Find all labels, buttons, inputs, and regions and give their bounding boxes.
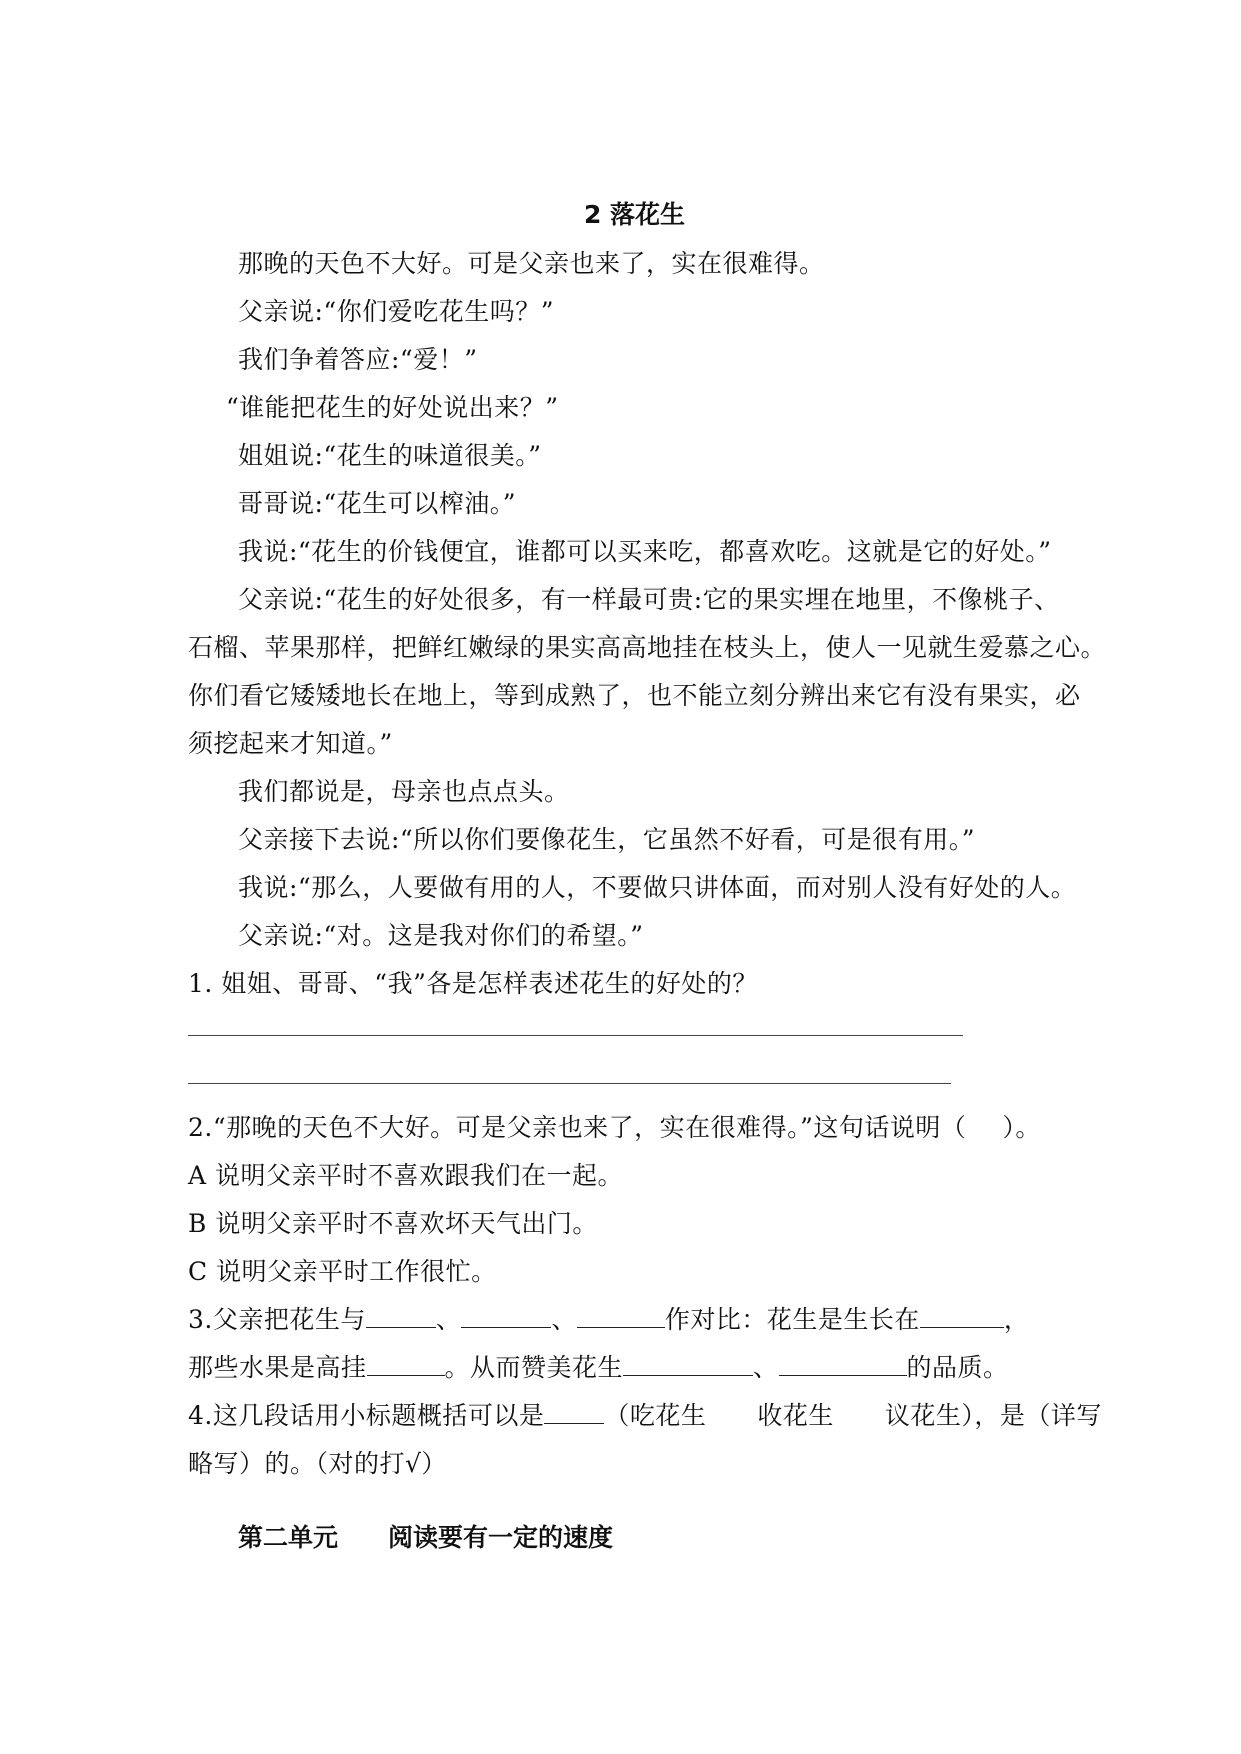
passage-line: 石榴、苹果那样，把鲜红嫩绿的果实高高地挂在枝头上，使人一见就生爱慕之心。 [188, 633, 1107, 662]
question-3-text: 的品质。 [906, 1353, 1009, 1382]
passage-line: 须挖起来才知道。” [188, 729, 393, 758]
option-a: A 说明父亲平时不喜欢跟我们在一起。 [188, 1161, 624, 1190]
passage-line: 父亲说:“对。这是我对你们的希望。” [238, 921, 644, 950]
passage-line: 那晚的天色不大好。可是父亲也来了，实在很难得。 [238, 249, 825, 278]
passage-line: 我们争着答应:“爱！” [238, 345, 478, 374]
passage-line: 哥哥说:“花生可以榨油。” [238, 489, 516, 518]
blank-4[interactable] [920, 1305, 1004, 1328]
blank-1[interactable] [366, 1305, 436, 1328]
answer-line-1[interactable] [188, 1035, 963, 1036]
option-c: C 说明父亲平时工作很忙。 [188, 1257, 497, 1286]
passage-line: 我说:“花生的价钱便宜，谁都可以买来吃，都喜欢吃。这就是它的好处。” [238, 537, 1052, 566]
question-2 [188, 1111, 1041, 1145]
blank-3[interactable] [577, 1305, 665, 1328]
question-4 [188, 1399, 1102, 1433]
passage-line: 姐姐说:“花生的味道很美。” [238, 441, 542, 470]
question-3 [188, 1303, 1029, 1337]
unit-heading: 第二单元 阅读要有一定的速度 [238, 1523, 614, 1552]
question-2-text: 2.“那晚的天色不大好。可是父亲也来了，实在很难得。”这句话说明（ [188, 1113, 967, 1142]
passage-line: 父亲说:“花生的好处很多，有一样最可贵:它的果实埋在地里，不像桃子、 [238, 585, 1060, 614]
separator: 、 [551, 1305, 577, 1334]
blank-6[interactable] [623, 1353, 753, 1376]
question-4-text: （吃花生 收花生 议花生），是（详写 [604, 1401, 1102, 1430]
passage-line: “谁能把花生的好处说出来？” [226, 393, 559, 422]
blank-5[interactable] [367, 1353, 445, 1376]
question-3-cont [188, 1351, 1009, 1385]
passage-line: 父亲接下去说:“所以你们要像花生，它虽然不好看，可是很有用。” [238, 825, 975, 854]
separator: 、 [753, 1353, 779, 1382]
question-3-text: ， [1003, 1305, 1030, 1334]
question-3-text: 。从而赞美花生 [444, 1353, 624, 1382]
answer-line-2[interactable] [188, 1083, 951, 1084]
question-1: 1. 姐姐、哥哥、“我”各是怎样表述花生的好处的？ [188, 969, 758, 998]
question-4-cont: 略写）的。（对的打√） [188, 1449, 447, 1478]
passage-line: 父亲说:“你们爱吃花生吗？” [238, 297, 554, 326]
question-3-text: 那些水果是高挂 [188, 1353, 367, 1382]
question-4-text: 4.这几段话用小标题概括可以是 [188, 1401, 545, 1430]
passage-line: 我们都说是，母亲也点点头。 [238, 777, 570, 806]
question-3-text: 3.父亲把花生与 [188, 1305, 366, 1334]
question-3-text: 作对比：花生是生长在 [664, 1305, 920, 1334]
blank-7[interactable] [779, 1353, 907, 1376]
question-2-end: ）。 [1002, 1113, 1041, 1142]
passage-title: 2 落花生 [583, 200, 686, 229]
option-b: B 说明父亲平时不喜欢坏天气出门。 [188, 1209, 598, 1238]
passage-line: 你们看它矮矮地长在地上，等到成熟了，也不能立刻分辨出来它有没有果实，必 [188, 681, 1081, 710]
passage-line: 我说:“那么，人要做有用的人，不要做只讲体面，而对别人没有好处的人。 [238, 873, 1077, 902]
blank-8[interactable] [544, 1401, 604, 1424]
blank-2[interactable] [461, 1305, 551, 1328]
separator: 、 [435, 1305, 462, 1334]
